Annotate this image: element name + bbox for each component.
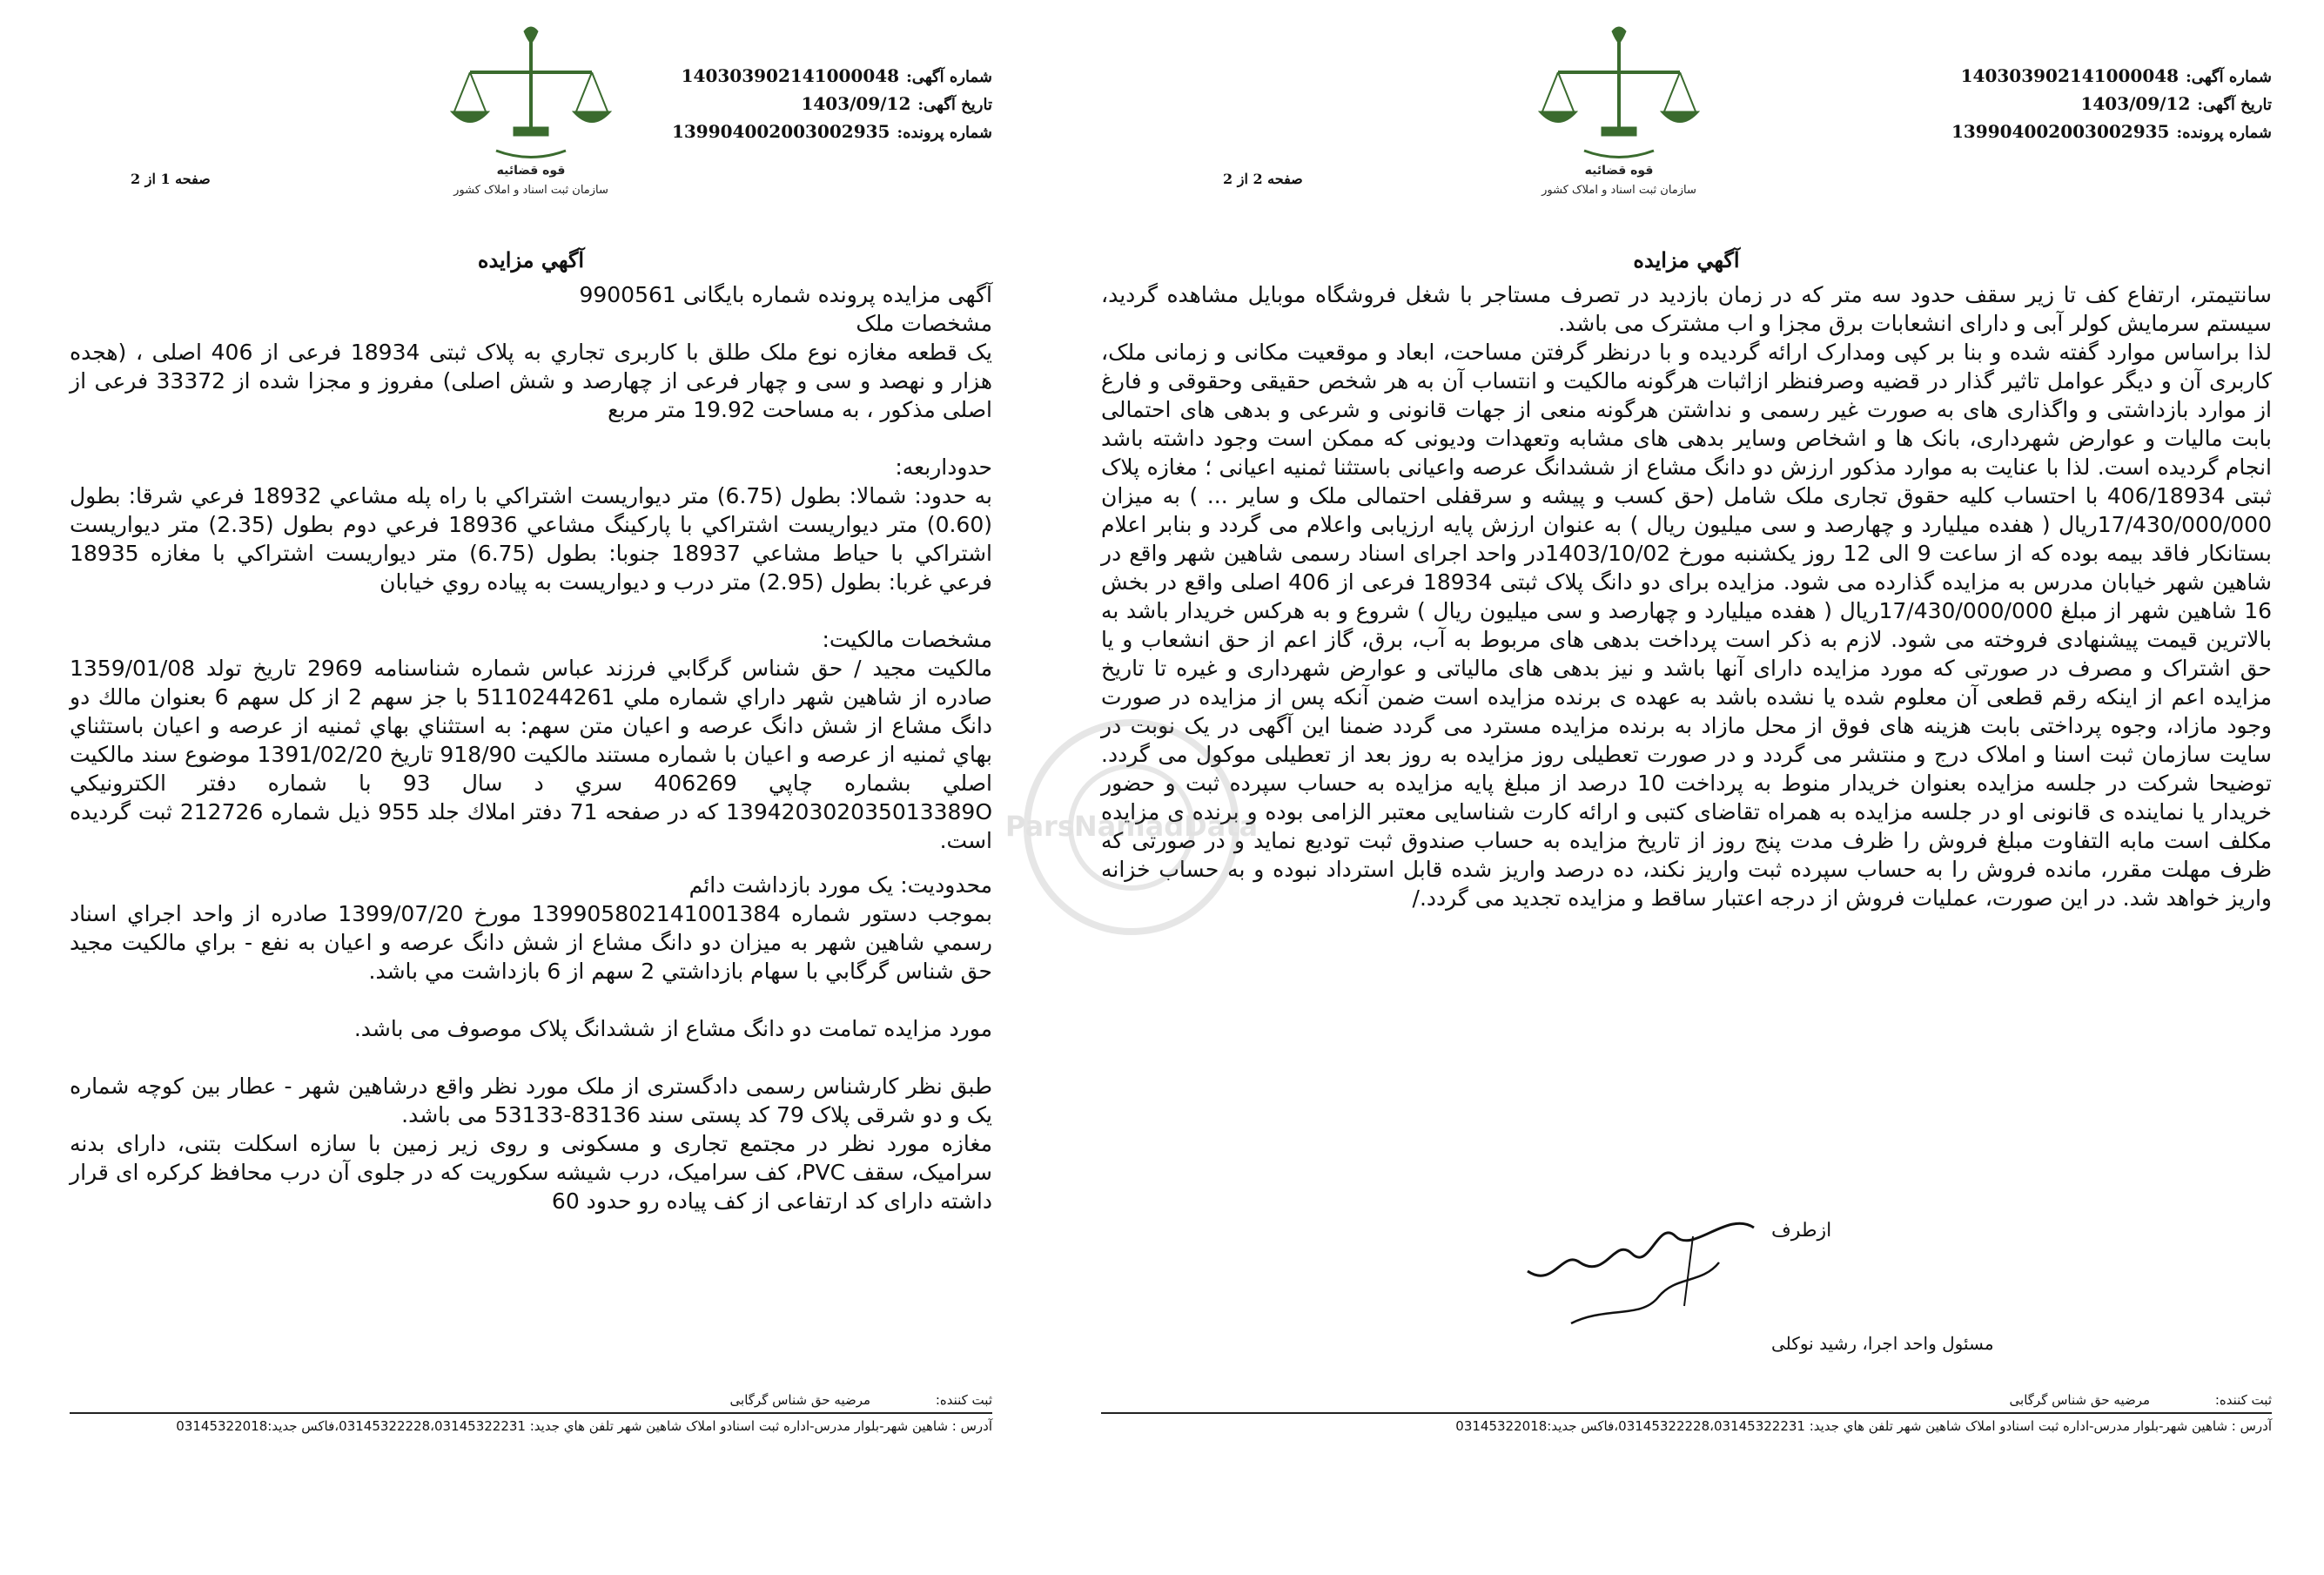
file-number: 139904002003002935 bbox=[671, 121, 890, 142]
watermark-text: ParsNamadData bbox=[1004, 810, 1259, 843]
registrar-name: مرضیه حق شناس گرگابی bbox=[2009, 1392, 2151, 1408]
paragraph: مالکیت مجید / حق شناس گرگابي فرزند عباس شماره شناسنامه 2969 تاريخ تولد 1359/01/08 صادره از شاهين شهر داراي شماره ملي 5110244261 با جز سهم 2 از كل سهم 6 بعنوان مالك دو دانگ مشاع از شش دانگ عرصه و اعيان متن سهم: به استثناي بهاي ثمنيه از عرصه و اعيان باستثناي بهاي ثمنيه از عرصه و اعيان با شماره مستند مالكيت 918/90 تاريخ 1391/02/20 موضوع سند مالكيت اصلي بشماره چاپي 406269 سري د سال 93 با شماره دفتر الكترونيكي 139420302035013389O كه در صفحه 71 دفتر املاك جلد 955 ذيل شماره 212726 ثبت گرديده است. bbox=[70, 656, 992, 853]
paragraph: یک قطعه مغازه نوع ملک طلق با کاربری تجاري به پلاک ثبتی 18934 فرعی از 406 اصلی ، (هجده هزار و نهصد و سی و چهار فرعی از چهارصد و شش اصلی) مفروز و مجزا شده از 33372 فرعی از اصلی مذکور ، به مساحت 19.92 متر مربع bbox=[70, 340, 992, 422]
paragraph: مشخصات ملک bbox=[856, 311, 992, 336]
signature-line-1: ازطرف bbox=[1771, 1220, 1832, 1242]
page-title: آگهي مزايده bbox=[477, 247, 585, 273]
paragraph: مغازه مورد نظر در مجتمع تجاری و مسکونی و روی زیر زمین با سازه اسکلت بتنی، دارای بدنه سرامیک، سقف PVC، کف سرامیک، درب شیشه سکوریت که در جلوی آن درب محافظ کرکره ای قرار داشته دارای کد ارتفاعی از کف پیاده رو حدود 60 bbox=[70, 1131, 992, 1214]
office-address: آدرس : شاهین شهر-بلوار مدرس-اداره ثبت اسنادو املاک شاهین شهر تلفن هاي جديد: 03145322228،03145322231،فاكس جديد:03145322018 bbox=[176, 1418, 992, 1434]
paragraph: سانتیمتر، ارتفاع کف تا زیر سقف حدود سه متر که در زمان بازدید در تصرف مستاجر با شغل فروشگاه موبایل مشاهده گردید، سیستم سرمایش کولر آبی و دارای انشعابات برق مجزا و اب مشترک می باشد. bbox=[1101, 282, 2272, 336]
judiciary-emblem-icon bbox=[1523, 24, 1715, 199]
registrar-name: مرضیه حق شناس گرگابی bbox=[729, 1392, 871, 1408]
announcement-body-1 bbox=[70, 280, 992, 1215]
paragraph: محدودیت: یک مورد بازداشت دائم bbox=[688, 872, 992, 898]
registrar-label: ثبت کننده: bbox=[935, 1392, 992, 1408]
page-number-label: صفحه 1 از 2 bbox=[131, 171, 211, 187]
paragraph: مشخصات مالکیت: bbox=[822, 627, 992, 652]
notice-date-label: تاریخ آگهی: bbox=[2197, 96, 2272, 114]
notice-number-label: شماره آگهی: bbox=[2186, 68, 2272, 86]
page-number-label: صفحه 2 از 2 bbox=[1223, 171, 1303, 187]
paragraph: طبق نظر کارشناس رسمی دادگستری از ملک مورد نظر واقع درشاهین شهر - عطار بین کوچه شماره یک و دو شرقی پلاک 79 کد پستی سند 83136-53133 می باشد. bbox=[70, 1074, 992, 1127]
announcement-body-2 bbox=[1101, 280, 2272, 912]
org-text-2: سازمان ثبت اسناد و املاک کشور bbox=[453, 184, 608, 197]
notice-date-label: تاریخ آگهی: bbox=[917, 96, 992, 114]
signature-line-2: مسئول واحد اجرا، رشید نوکلی bbox=[1771, 1333, 1994, 1354]
paragraph: به حدود: شمالا: بطول (6.75) متر ديواريست اشتراكي با راه پله مشاعي 18932 فرعي شرقا: بطول (0.60) متر ديواريست اشتراكي با پاركينگ مشاعي 18936 فرعي دوم بطول (2.35) متر ديواريست اشتراكي با حياط مشاعي 18937 جنوبا: بطول (6.75) متر ديواريست اشتراكي با مغازه 18935 فرعي غربا: بطول (2.95) متر درب و ديواريست به پياده روي خيابان bbox=[70, 483, 992, 595]
announcement-page-2 bbox=[1084, 0, 2324, 1575]
org-text-1: قوه قضائیه bbox=[496, 164, 566, 178]
paragraph: لذا براساس موارد گفته شده و بنا بر کپی ومدارک ارائه گردیده و با درنظر گرفتن مساحت، ابعاد و موقعیت مکانی و زمانی ملک، کاربری آن و دیگر عوامل تاثیر گذار در قضیه وصرفنظر ازاثبات هرگونه مالکیت و انتساب آن به هر شخص حقیقی وحقوقی و فارغ از موارد بازداشتی و واگذاری های به صورت غیر رسمی و نداشتن هرگونه منعی از جهات قانونی و شرعی و بدهی های احتمالی بابت مالیات و عوارض شهرداری، بانک ها و اشخاص وسایر بدهی های مشابه وتعهدات ودیونی که ممکن است وجود داشته باشد انجام گردیده است. لذا با عنایت به موارد مذکور ارزش دو دانگ مشاع از ششدانگ عرصه واعیانی باستثنا ثمنیه اعیانی ؛ مغازه پلاک ثبتی 406/18934 با احتساب کلیه حقوق تجاری ملک شامل (حق کسب و پیشه و سرقفلی احتمالی ملک و سایر ... ) به میزان 17/430/000/000ریال ( هفده میلیارد و چهارصد و سی میلیون ریال ) به عنوان ارزش پایه ارزیابی واعلام می گردد و بنابر اعلام بستانکار فاقد بیمه بوده که از ساعت 9 الی 12 روز یکشنبه مورخ 1403/10/02در واحد اجرای اسناد رسمی شاهین شهر واقع در شاهین شهر خیابان مدرس به مزایده گذارده می شود. مزایده برای دو دانگ پلاک ثبتی 18934 فرعی از 406 اصلی واقع در بخش 16 شاهین شهر از مبلغ 17/430/000/000ریال ( هفده میلیارد و چهارصد و سی میلیون ریال ) شروع و به هرکس خریدار باشد به بالاترین قیمت پیشنهادی فروخته می شود. لازم به ذکر است پرداخت بدهی های مربوط به آب، برق، گاز اعم از حق انشعاب و یا حق اشتراک و مصرف در صورتی که مورد مزایده دارای آنها باشد و نیز بدهی های مالیاتی و عوارض شهرداری و غیره تا تاریخ مزایده اعم از اینکه رقم قطعی آن معلوم شده یا نشده باشد به عهده ی برنده مزایده است ضمن آنکه پس از مزایده در صورت وجود مازاد، وجوه پرداختی بابت هزینه های فوق از محل مازاد به برنده مزایده مسترد می گردد ضمنا این آگهی در یک نوبت در سایت سازمان ثبت اسنا و املاک درج و منتشر می گردد و در صورت تعطیلی روز مزایده به روز بعد از تعطیلی موکول می گردد. توضیحا شرکت در جلسه مزایده بعنوان خریدار منوط به پرداخت 10 درصد از مبلغ پایه مزایده به حساب سپرده ثبت و حضور خریدار یا نماینده ی قانونی او در جلسه مزایده به همراه تقاضای کتبی و ارائه کارت شناسایی معتبر الزامی بوده و برنده ی مزایده مکلف است مابه التفاوت مبلغ فروش را ظرف مدت پنج روز از تاریخ مزایده به حساب صندوق ثبت تودیع نماید و در صورتی که ظرف مهلت مقرر، مانده فروش را به حساب سپرده ثبت واریز نکند، ده درصد واریز شده قابل استرداد نبوده و به حساب خزانه واریز خواهد شد. در این صورت، عملیات فروش از درجه اعتبار ساقط و مزایده تجدید می گردد./ bbox=[1101, 340, 2273, 911]
file-number-label: شماره پرونده: bbox=[2176, 124, 2272, 142]
org-text-1: قوه قضائیه bbox=[1584, 164, 1654, 178]
notice-number: 140303902141000048 bbox=[1960, 65, 2180, 86]
notice-date: 1403/09/12 bbox=[2080, 93, 2191, 114]
page-title: آگهي مزايده bbox=[1633, 247, 1740, 273]
notice-date: 1403/09/12 bbox=[801, 93, 911, 114]
page-footer-2 bbox=[1101, 1391, 2272, 1435]
paragraph: مورد مزایده تمامت دو دانگ مشاع از ششدانگ پلاک موصوف می باشد. bbox=[353, 1016, 992, 1041]
paragraph: حدوداربعه: bbox=[895, 454, 992, 480]
file-number-label: شماره پرونده: bbox=[897, 124, 992, 142]
office-address: آدرس : شاهین شهر-بلوار مدرس-اداره ثبت اسنادو املاک شاهین شهر تلفن هاي جديد: 03145322228،03145322231،فاكس جديد:03145322018 bbox=[1455, 1418, 2272, 1434]
registrar-label: ثبت کننده: bbox=[2214, 1392, 2272, 1408]
page-footer-1 bbox=[70, 1391, 992, 1435]
notice-number-label: شماره آگهی: bbox=[906, 68, 992, 86]
notice-number: 140303902141000048 bbox=[681, 65, 900, 86]
official-signature bbox=[1475, 1201, 1994, 1367]
judiciary-emblem-icon bbox=[435, 24, 627, 199]
org-text-2: سازمان ثبت اسناد و املاک کشور bbox=[1541, 184, 1696, 197]
paragraph: بموجب دستور شماره 139905802141001384 مورخ 1399/07/20 صادره از واحد اجراي اسناد رسمي شاهين شهر به ميزان دو دانگ مشاع از شش دانگ عرصه و اعيان به نفع - براي مالكيت مجيد حق شناس گرگابي با سهام بازداشتي 2 سهم از 6 بازداشت مي باشد. bbox=[70, 901, 992, 984]
paragraph: آگهی مزایده پرونده شماره بایگانی 9900561 bbox=[579, 282, 992, 307]
file-number: 139904002003002935 bbox=[1951, 121, 2170, 142]
